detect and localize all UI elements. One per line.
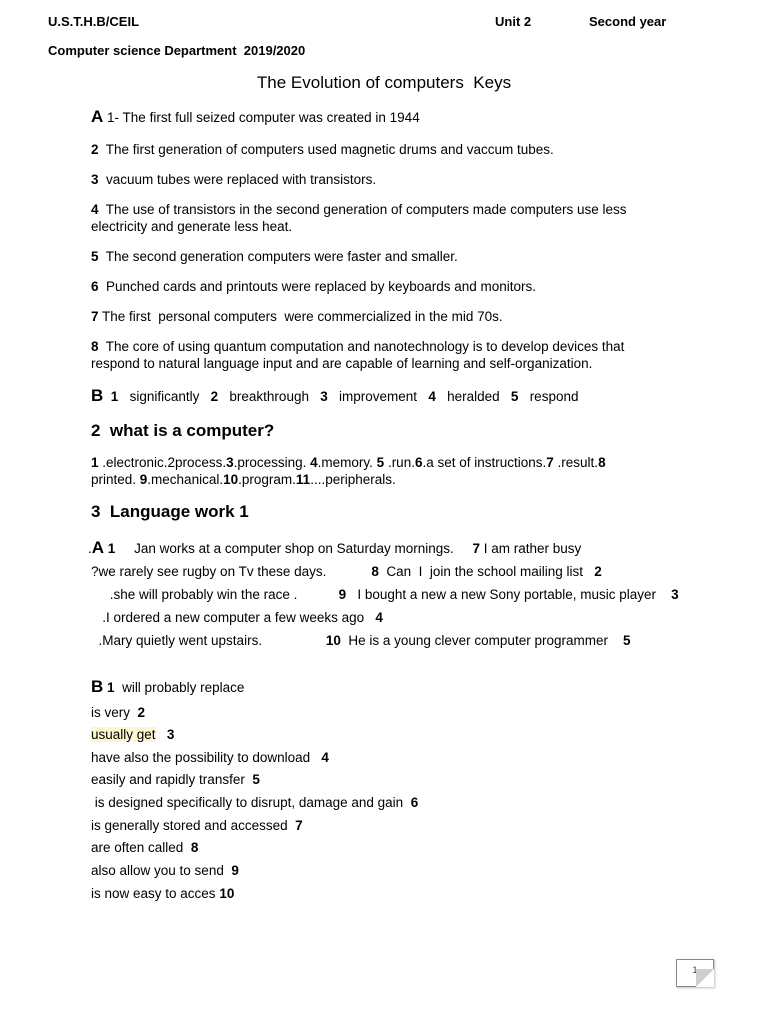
item-number: 6 [410,795,419,810]
item-number: 2 [91,142,99,157]
language-work-b-item-4 [91,749,329,766]
vocab-word: improvement [339,389,418,404]
item-number: 3 [226,455,234,470]
section-a-item-4 [91,201,671,235]
text-run: .result. [553,455,599,470]
vocab-word: breakthrough [229,389,309,404]
section-2-line-1 [91,454,606,471]
section-a-letter: A [91,107,104,126]
item-number: 10 [219,886,235,901]
section-a-item-text: The first personal computers were commercialized in the mid 70s. [102,309,503,324]
section-2-line-2 [91,471,396,488]
section-a-item-text: vacuum tubes were replaced with transistors. [106,172,377,187]
language-work-b-item-1 [91,678,244,696]
language-work-a-line-4 [91,609,383,626]
item-number: 5 [376,455,385,470]
vocab-word: significantly [129,389,200,404]
item-number: 10 [325,633,341,648]
language-work-a-line-3 [91,586,679,603]
text-run: .I ordered a new computer a few weeks ago [91,610,376,625]
item-number: 4 [321,750,329,765]
section-a-item-2 [91,141,554,158]
page-title: The Evolution of computers Keys [256,73,512,92]
section-2-heading: 2 what is a computer? [91,421,275,440]
text-run: I am rather busy [480,541,582,556]
item-number: 8 [598,455,606,470]
item-number: 7 [295,818,303,833]
item-number: 5 [622,633,631,648]
item-number: 4 [310,455,318,470]
item-number: 6 [91,279,99,294]
vocab-word: heralded [447,389,500,404]
item-text: is generally stored and accessed [91,818,296,833]
text-run: .processing. [233,455,311,470]
item-text: have also the possibility to download [91,750,322,765]
text-run: .memory. [317,455,377,470]
item-text: will probably replace [114,680,245,695]
item-text: also allow you to send [91,863,232,878]
section-letter: A [91,538,105,557]
text-run: .program. [238,472,296,487]
item-number: 1 [104,541,116,556]
language-work-b-item-7 [91,817,303,834]
text-run: I bought a new a new Sony portable, music player [346,587,672,602]
text-run: printed. [91,472,140,487]
section-a-item-7 [91,308,503,325]
language-work-a-line-2 [91,563,602,580]
item-number: 8 [91,339,99,354]
section-a-item-text: The core of using quantum computation and nanotechnology is to develop devices that respond to natural language input and are capable of learning and self-organization. [91,339,625,371]
unit-label: Unit 2 [495,14,532,29]
highlighted-text: usually get [91,727,156,742]
item-number: 10 [223,472,239,487]
text-run: .electronic.2process. [98,455,227,470]
item-text: is designed specifically to disrupt, damage and gain [91,795,411,810]
language-work-b-item-8 [91,839,198,856]
section-a-item-text: The second generation computers were faster and smaller. [105,249,458,264]
item-number: 6 [414,455,423,470]
text-run: He is a young clever computer programmer [340,633,623,648]
item-number: 4 [91,202,99,217]
text-run: .a set of instructions. [422,455,547,470]
item-number: 7 [546,455,554,470]
year-label: Second year [589,14,667,29]
language-work-b-item-10 [91,885,234,902]
language-work-a-line-5 [91,632,630,649]
text-run: . [88,541,92,556]
language-work-a-line-1 [88,539,581,557]
language-work-b-item-6 [91,794,418,811]
text-run: ....peripherals. [310,472,396,487]
item-text: is now easy to acces [91,886,220,901]
section-a-item-text: The use of transistors in the second generation of computers made computers use less electricity and generate less heat. [91,202,627,234]
word-number: 4 [428,389,436,404]
section-b-letter: B [91,386,104,405]
word-number: 2 [210,389,219,404]
item-number: 5 [252,772,260,787]
item-number: 8 [371,564,379,579]
language-work-b-item-2 [91,704,145,721]
section-a-item-5 [91,248,458,265]
item-number: 7 [472,541,480,556]
item-text: is very [91,705,138,720]
text-run: Can I join the school mailing list [378,564,595,579]
item-number: 1 [107,680,115,695]
word-number: 5 [510,389,519,404]
item-number: 4 [375,610,383,625]
language-work-b-item-9 [91,862,239,879]
text-run: .she will probably win the race . [91,587,339,602]
section-a-item-3 [91,171,376,188]
item-number: 9 [338,587,347,602]
page-number: 1 [692,965,698,975]
section-3-heading: 3 Language work 1 [91,502,249,521]
institution-label: U.S.T.H.B/CEIL [48,14,140,29]
text-run: ?we rarely see rugby on Tv these days. [91,564,372,579]
item-text: easily and rapidly transfer [91,772,253,787]
section-b-words [91,387,578,405]
item-number: 3 [91,172,99,187]
text-run: .Mary quietly went upstairs. [91,633,326,648]
item-text: are often called [91,840,191,855]
page-fold-corner [696,969,714,987]
item-number: 3 [166,727,175,742]
item-number: 7 [91,309,99,324]
vocab-word: respond [529,389,579,404]
section-a-item-text: 1- The first full seized computer was created in 1944 [107,110,420,125]
item-number: 5 [91,249,99,264]
item-number: 8 [190,840,199,855]
item-number: 1 [91,455,99,470]
item-number: 2 [594,564,602,579]
text-run: Jan works at a computer shop on Saturday mornings. [115,541,473,556]
item-number: 2 [137,705,146,720]
language-work-b-item-5 [91,771,260,788]
item-number: 11 [295,472,311,487]
text-run: .run. [384,455,415,470]
word-number: 3 [320,389,328,404]
section-a-item-6 [91,278,536,295]
section-a-item-text: Punched cards and printouts were replaced by keyboards and monitors. [106,279,537,294]
item-number: 9 [139,472,148,487]
page-number-box [676,959,714,987]
department-label: Computer science Department 2019/2020 [48,43,306,58]
text-run: .mechanical. [147,472,224,487]
section-a-item-text: The first generation of computers used magnetic drums and vaccum tubes. [105,142,554,157]
language-work-b-letter: B [91,677,104,696]
language-work-b-item-3 [91,726,174,743]
word-number: 1 [110,389,119,404]
item-number: 9 [231,863,239,878]
item-number: 3 [671,587,679,602]
section-a-item-8 [91,338,676,372]
section-a-item-1 [91,108,420,126]
